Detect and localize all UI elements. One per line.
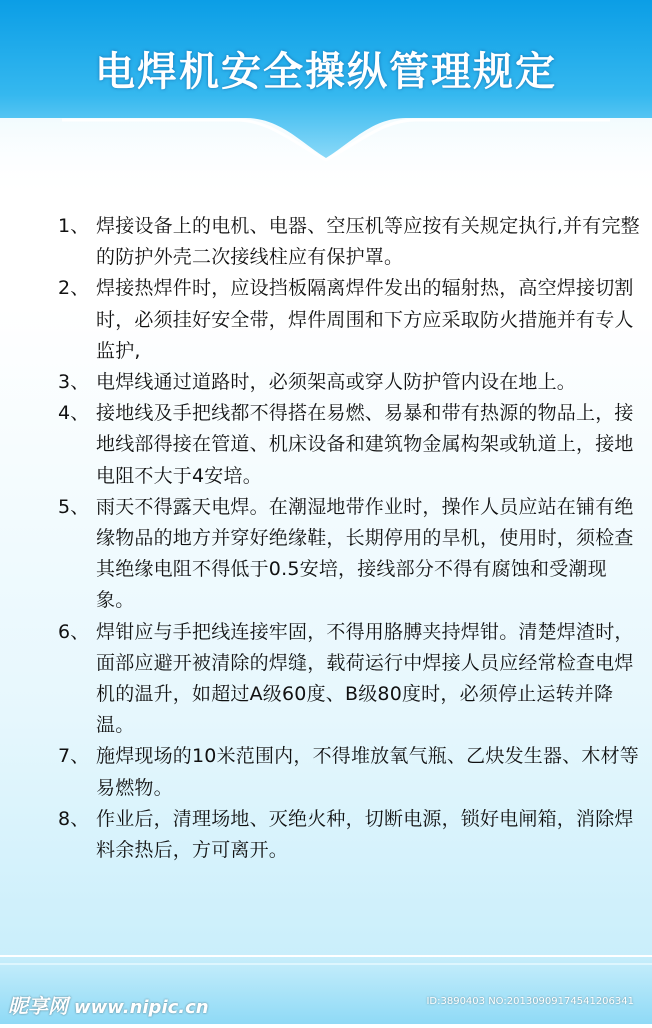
rule-number: 7、 xyxy=(58,745,90,768)
rule-number: 4、 xyxy=(58,402,90,425)
header-wave-graphic xyxy=(0,0,652,200)
rule-item-3 xyxy=(58,367,643,398)
rule-number: 5、 xyxy=(58,495,90,518)
rules-list xyxy=(58,211,643,866)
page-title: 电焊机安全操纵管理规定 xyxy=(95,49,557,95)
rule-item-8 xyxy=(58,804,643,866)
rule-text: 焊钳应与手把线连接牢固，不得用胳膊夹持焊钳。清楚焊渣时，面部应避开被清除的焊缝，载荷运行中焊接人员应经常检查电焊机的温升，如超过A级60度、B级80度时，必须停止运转并降温。 xyxy=(96,620,634,737)
rule-text: 焊接热焊件时，应设挡板隔离焊件发出的辐射热，高空焊接切割时，必须挂好安全带，焊件周围和下方应采取防火措施并有专人监护, xyxy=(96,277,634,362)
watermark-brand xyxy=(8,990,209,1019)
rule-text: 接地线及手把线都不得搭在易燃、易暴和带有热源的物品上，接地线部得接在管道、机床设备和建筑物金属构架或轨道上，接地电阻不大于4安培。 xyxy=(96,402,634,487)
rule-text: 电焊线通过道路时，必须架高或穿人防护管内设在地上。 xyxy=(96,371,577,394)
rule-item-6 xyxy=(58,617,643,742)
rule-number: 6、 xyxy=(58,620,90,643)
watermark-id: ID:3890403 NO:20130909174541206341 xyxy=(426,996,634,1007)
rule-text: 施焊现场的10米范围内，不得堆放氧气瓶、乙炔发生器、木材等易燃物。 xyxy=(96,745,639,799)
rule-item-4 xyxy=(58,398,643,492)
rule-item-1 xyxy=(58,211,643,273)
header-banner xyxy=(0,0,652,200)
watermark-logo-text: 昵享网 xyxy=(8,994,68,1018)
rule-text: 雨天不得露天电焊。在潮湿地带作业时，操作人员应站在铺有绝缘物品的地方并穿好绝缘鞋，长期停用的旱机，使用时，须检查其绝缘电阻不得低于0.5安培，接线部分不得有腐蚀和受潮现象。 xyxy=(96,495,634,612)
watermark-url: www.nipic.cn xyxy=(74,997,209,1018)
rule-item-2 xyxy=(58,273,643,367)
rule-item-5 xyxy=(58,492,643,617)
rule-text: 焊接设备上的电机、电器、空压机等应按有关规定执行,并有完整的防护外壳二次接线柱应有保护罩。 xyxy=(96,215,640,269)
rule-number: 8、 xyxy=(58,807,90,830)
rule-number: 3、 xyxy=(58,371,90,394)
rule-item-7 xyxy=(58,741,643,803)
rule-text: 作业后，清理场地、灭绝火种，切断电源，锁好电闸箱，消除焊料余热后，方可离开。 xyxy=(96,807,634,862)
rule-number: 1、 xyxy=(58,215,90,237)
rule-number: 2、 xyxy=(58,277,90,300)
